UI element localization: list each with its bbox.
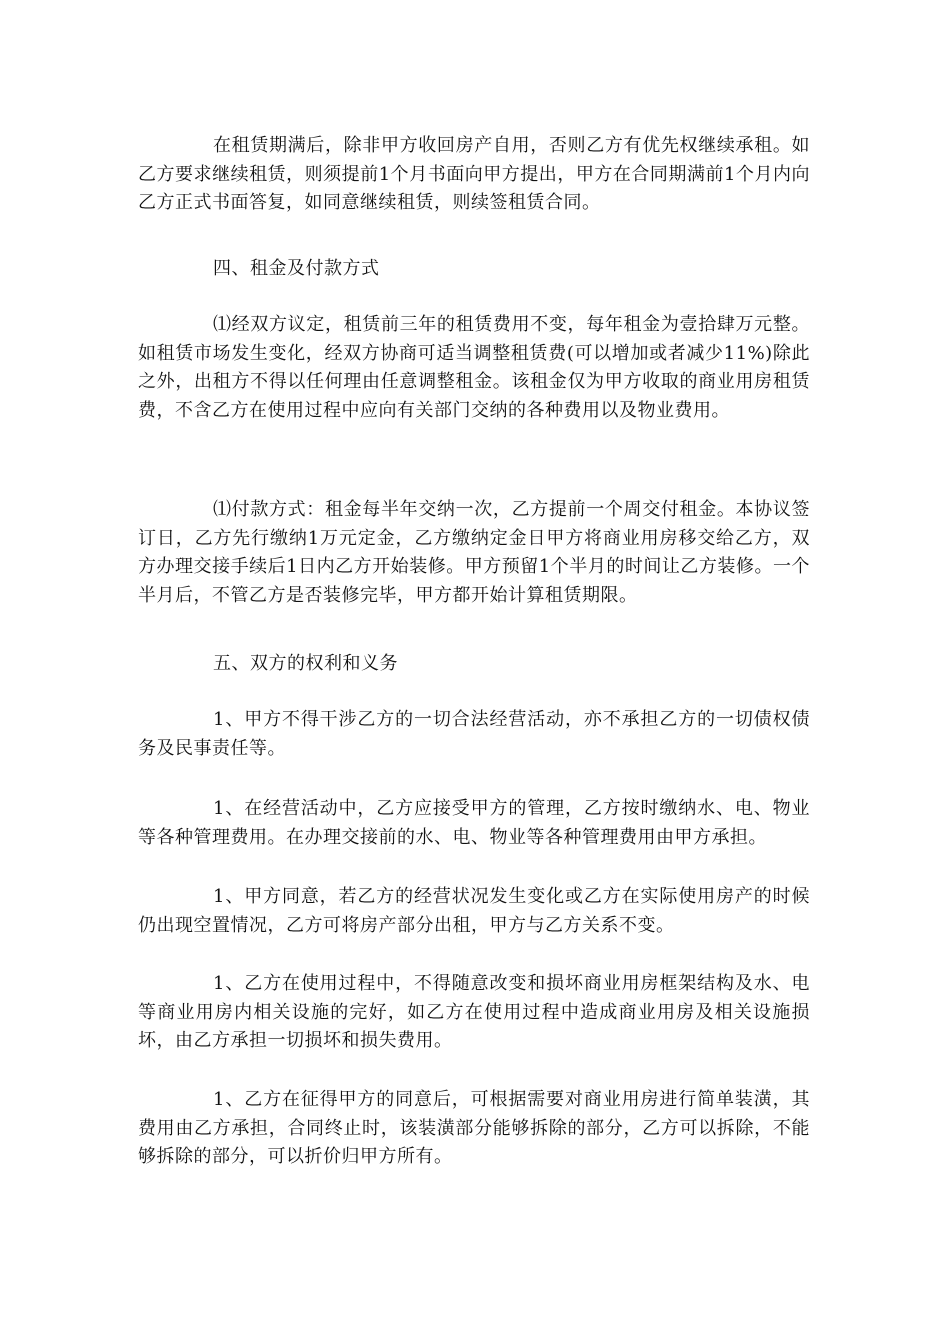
- paragraph-renewal: 在租赁期满后，除非甲方收回房产自用，否则乙方有优先权继续承租。如乙方要求继续租赁，则须提前1个月书面向甲方提出，甲方在合同期满前1个月内向乙方正式书面答复，如同意继续租赁，则续签租赁合同。: [138, 135, 810, 213]
- paragraph-obligation-5: 1、乙方在征得甲方的同意后，可根据需要对商业用房进行简单装潢，其费用由乙方承担，合同终止时，该装潢部分能够拆除的部分，乙方可以拆除，不能够拆除的部分，可以折价归甲方所有。: [138, 1089, 810, 1167]
- section-heading-rights-obligations: 五、双方的权利和义务: [213, 653, 398, 674]
- paragraph-obligation-1: 1、甲方不得干涉乙方的一切合法经营活动，亦不承担乙方的一切债权债务及民事责任等。: [138, 709, 810, 759]
- section-heading-rent-payment: 四、租金及付款方式: [213, 258, 380, 279]
- paragraph-payment-method: ⑴付款方式：租金每半年交纳一次，乙方提前一个周交付租金。本协议签订日，乙方先行缴纳1万元定金，乙方缴纳定金日甲方将商业用房移交给乙方，双方办理交接手续后1日内乙方开始装修。甲方预留1个半月的时间让乙方装修。一个半月后，不管乙方是否装修完毕，甲方都开始计算租赁期限。: [138, 499, 810, 606]
- paragraph-rent-amount: ⑴经双方议定，租赁前三年的租赁费用不变，每年租金为壹拾肆万元整。如租赁市场发生变化，经双方协商可适当调整租赁费(可以增加或者减少11%)除此之外，出租方不得以任何理由任意调整租金。该租金仅为甲方收取的商业用房租赁费，不含乙方在使用过程中应向有关部门交纳的各种费用以及物业费用。: [138, 314, 810, 421]
- paragraph-obligation-4: 1、乙方在使用过程中，不得随意改变和损坏商业用房框架结构及水、电等商业用房内相关设施的完好，如乙方在使用过程中造成商业用房及相关设施损坏，由乙方承担一切损坏和损失费用。: [138, 973, 810, 1051]
- paragraph-obligation-3: 1、甲方同意，若乙方的经营状况发生变化或乙方在实际使用房产的时候仍出现空置情况，乙方可将房产部分出租，甲方与乙方关系不变。: [138, 886, 810, 936]
- paragraph-obligation-2: 1、在经营活动中，乙方应接受甲方的管理，乙方按时缴纳水、电、物业等各种管理费用。在办理交接前的水、电、物业等各种管理费用由甲方承担。: [138, 798, 810, 848]
